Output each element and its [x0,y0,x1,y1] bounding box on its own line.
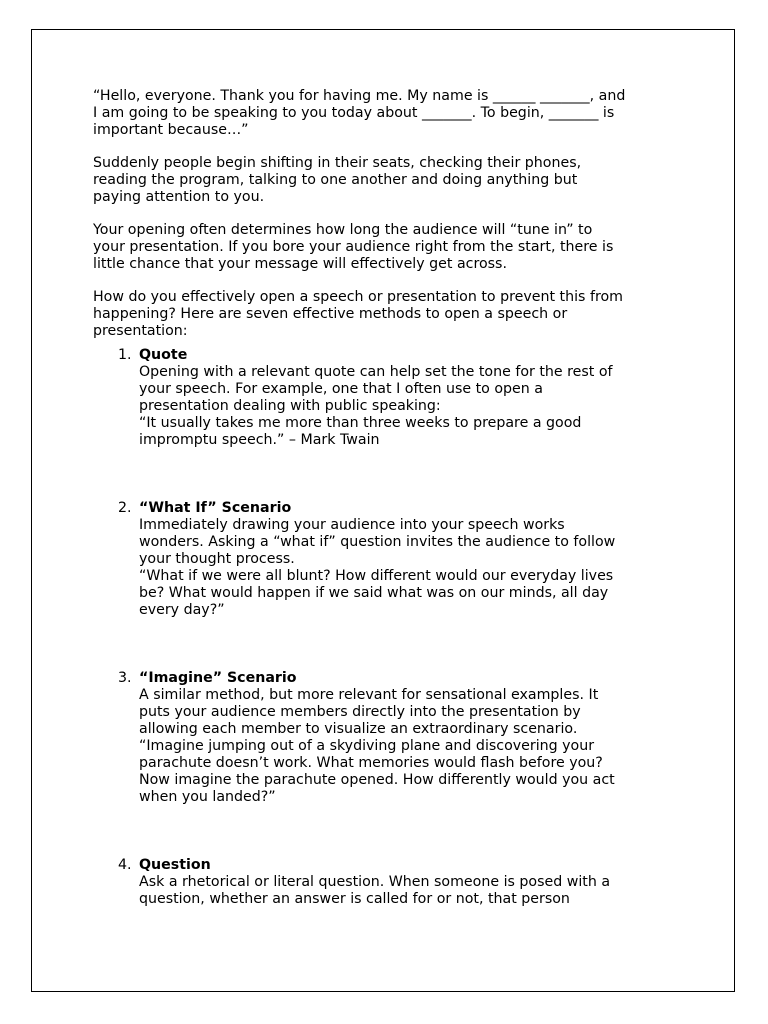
text-line: happening? Here are seven effective methods to open a speech or [93,306,568,322]
document-body [93,88,683,908]
text-line: Your opening often determines how long the audience will “tune in” to [93,222,593,238]
text-line: important because…” [93,122,249,138]
method-item-imagine [93,670,683,806]
text-line: “What if we were all blunt? How different would our everyday lives [139,568,614,584]
opening-paragraph [93,222,683,273]
text-line: parachute doesn’t work. What memories would flash before you? [139,755,603,771]
text-line: presentation dealing with public speaking: [139,398,441,414]
method-item-what-if [93,500,683,619]
document-page [31,29,735,992]
text-line: “It usually takes me more than three weeks to prepare a good [139,415,582,431]
intro-paragraph [93,88,683,139]
method-item-quote [93,347,683,449]
text-line: allowing each member to visualize an extraordinary scenario. [139,721,578,737]
text-line: your thought process. [139,551,295,567]
text-line: Now imagine the parachute opened. How differently would you act [139,772,615,788]
method-title: Question [139,857,211,873]
method-title: “What If” Scenario [139,500,292,516]
methods-list [93,347,683,908]
list-number: 2. [118,500,132,516]
text-line: paying attention to you. [93,189,265,205]
text-line: Suddenly people begin shifting in their seats, checking their phones, [93,155,582,171]
text-line: Immediately drawing your audience into your speech works [139,517,565,533]
text-line: Ask a rhetorical or literal question. When someone is posed with a [139,874,611,890]
text-line: when you landed?” [139,789,276,805]
text-line: How do you effectively open a speech or presentation to prevent this from [93,289,623,305]
text-line: be? What would happen if we said what was on our minds, all day [139,585,609,601]
method-title: “Imagine” Scenario [139,670,297,686]
text-line: Opening with a relevant quote can help set the tone for the rest of [139,364,613,380]
text-line: your presentation. If you bore your audience right from the start, there is [93,239,614,255]
text-line: puts your audience members directly into the presentation by [139,704,581,720]
text-line: every day?” [139,602,225,618]
text-line: A similar method, but more relevant for sensational examples. It [139,687,599,703]
text-line: question, whether an answer is called for or not, that person [139,891,570,907]
method-title: Quote [139,347,188,363]
methods-intro-paragraph [93,289,683,340]
text-line: your speech. For example, one that I often use to open a [139,381,543,397]
text-line: little chance that your message will effectively get across. [93,256,507,272]
text-line: “Hello, everyone. Thank you for having me. My name is ______ _______, and [93,88,626,104]
list-number: 1. [118,347,132,363]
method-item-question [93,857,683,908]
text-line: wonders. Asking a “what if” question invites the audience to follow [139,534,616,550]
text-line: presentation: [93,323,188,339]
list-number: 3. [118,670,132,686]
list-number: 4. [118,857,132,873]
text-line: I am going to be speaking to you today about _______. To begin, _______ is [93,105,615,121]
audience-paragraph [93,155,683,206]
text-line: “Imagine jumping out of a skydiving plane and discovering your [139,738,595,754]
text-line: impromptu speech.” – Mark Twain [139,432,380,448]
text-line: reading the program, talking to one another and doing anything but [93,172,578,188]
